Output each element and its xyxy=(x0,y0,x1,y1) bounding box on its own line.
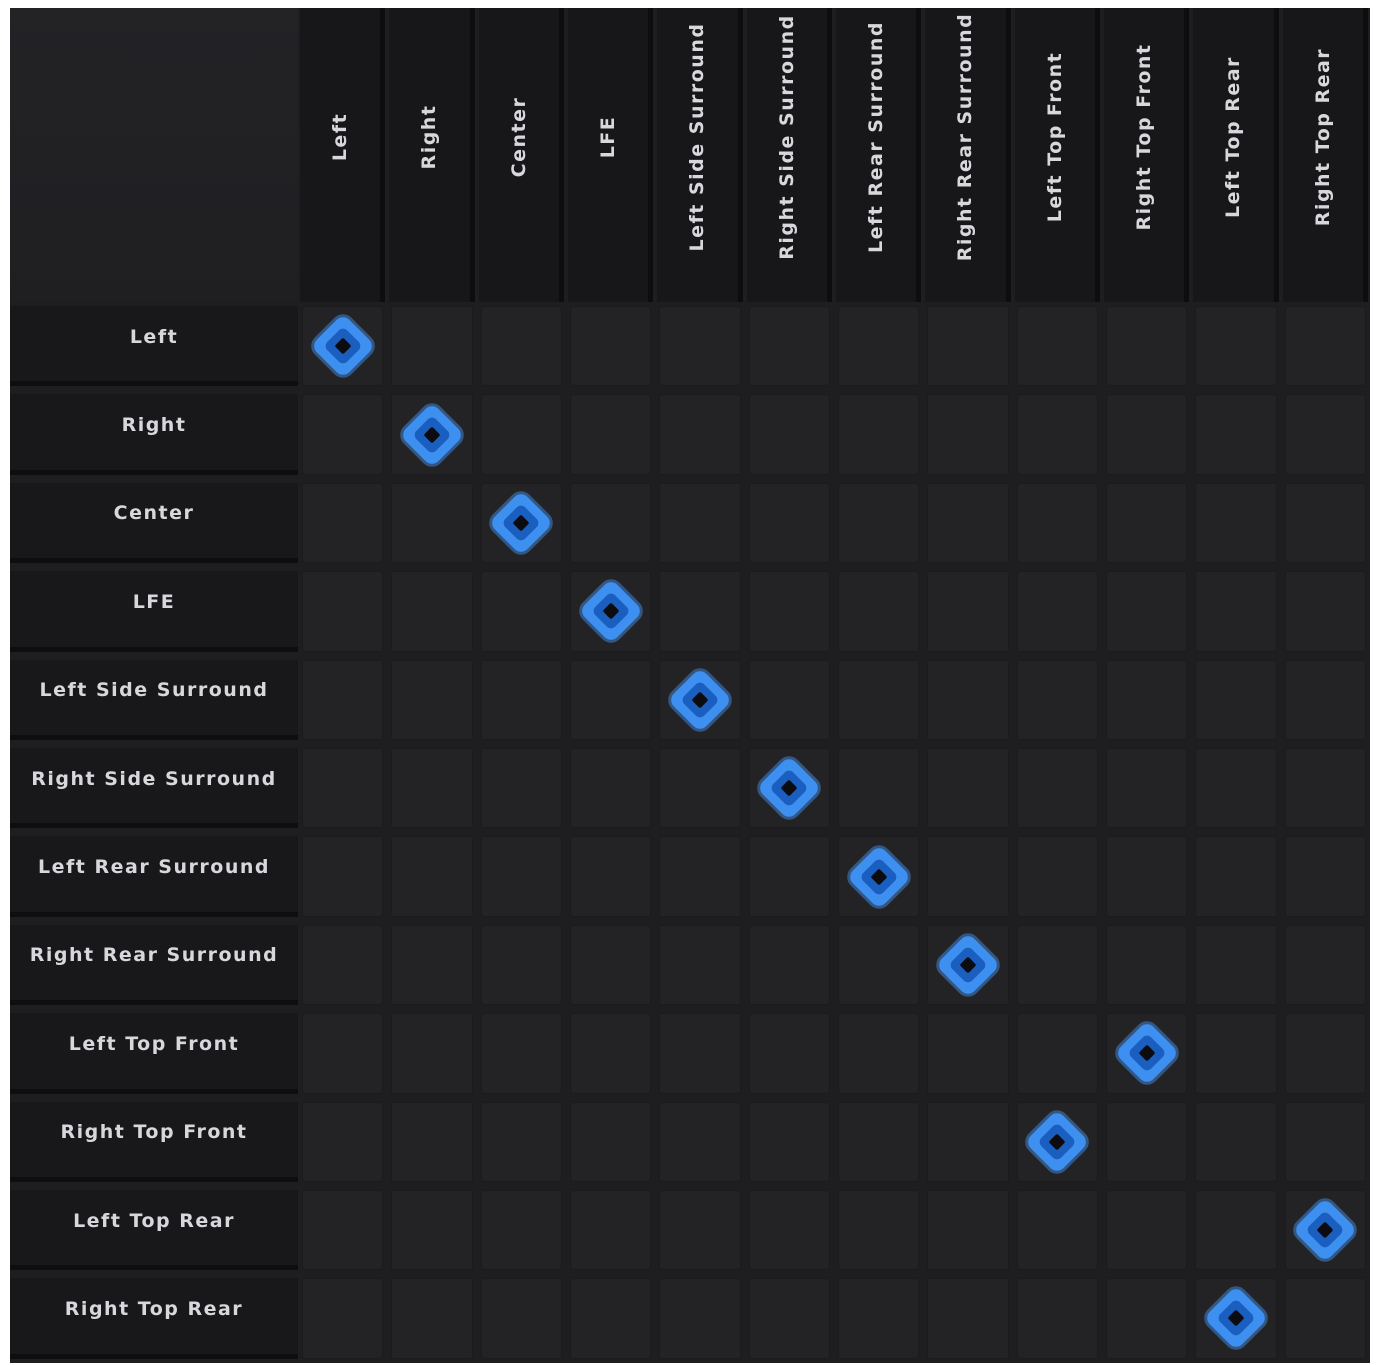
column-header-left-side-surround xyxy=(657,8,742,302)
matrix-cell-right-rear-surround-to-right-top-rear[interactable] xyxy=(1285,925,1366,1005)
matrix-cell-right-side-surround-to-right-top-front[interactable] xyxy=(1106,748,1187,828)
matrix-cell-right-to-right[interactable] xyxy=(391,394,472,474)
matrix-cell-left-top-front-to-left-side-surround[interactable] xyxy=(659,1013,740,1093)
matrix-cell-left-to-center[interactable] xyxy=(481,306,562,386)
matrix-cell-left-side-surround-to-left-top-rear[interactable] xyxy=(1195,660,1276,740)
matrix-cell-left-side-surround-to-right-side-surround[interactable] xyxy=(749,660,830,740)
column-label: Center xyxy=(507,96,530,178)
matrix-cell-left-rear-surround-to-right-side-surround[interactable] xyxy=(749,836,830,916)
matrix-cell-center-to-right-side-surround[interactable] xyxy=(749,483,830,563)
matrix-cell-center-to-left-rear-surround[interactable] xyxy=(838,483,919,563)
column-header-left-rear-surround xyxy=(836,8,921,302)
row-label: Right xyxy=(121,414,187,437)
matrix-cell-left-side-surround-to-left-side-surround[interactable] xyxy=(659,660,740,740)
matrix-cell-right-side-surround-to-center[interactable] xyxy=(481,748,562,828)
matrix-cell-right-to-right-top-front[interactable] xyxy=(1106,394,1187,474)
matrix-cell-right-rear-surround-to-left-top-front[interactable] xyxy=(1017,925,1098,1005)
matrix-cell-right-side-surround-to-right-top-rear[interactable] xyxy=(1285,748,1366,828)
matrix-cell-left-side-surround-to-lfe[interactable] xyxy=(570,660,651,740)
matrix-cell-left-to-left[interactable] xyxy=(302,306,383,386)
matrix-cell-right-side-surround-to-lfe[interactable] xyxy=(570,748,651,828)
row-label: Left Side Surround xyxy=(39,679,269,702)
matrix-cell-right-side-surround-to-right-rear-surround[interactable] xyxy=(927,748,1008,828)
matrix-cell-right-side-surround-to-left-side-surround[interactable] xyxy=(659,748,740,828)
matrix-cell-right-to-left[interactable] xyxy=(302,394,383,474)
matrix-cell-left-rear-surround-to-center[interactable] xyxy=(481,836,562,916)
matrix-cell-right-top-front-to-left[interactable] xyxy=(302,1102,383,1182)
matrix-cell-right-side-surround-to-right-side-surround[interactable] xyxy=(749,748,830,828)
row-header-right xyxy=(10,394,298,474)
matrix-cell-right-rear-surround-to-right-side-surround[interactable] xyxy=(749,925,830,1005)
matrix-cell-left-side-surround-to-right[interactable] xyxy=(391,660,472,740)
matrix-cell-right-rear-surround-to-left-rear-surround[interactable] xyxy=(838,925,919,1005)
matrix-cell-left-top-rear-to-left[interactable] xyxy=(302,1190,383,1270)
column-label: Left Top Front xyxy=(1043,51,1066,223)
row-header-left-top-rear xyxy=(10,1190,298,1270)
matrix-cell-left-rear-surround-to-left-rear-surround[interactable] xyxy=(838,836,919,916)
matrix-cell-right-top-rear-to-center[interactable] xyxy=(481,1278,562,1358)
matrix-cell-right-rear-surround-to-lfe[interactable] xyxy=(570,925,651,1005)
matrix-cell-right-top-rear-to-left-side-surround[interactable] xyxy=(659,1278,740,1358)
row-header-left-rear-surround xyxy=(10,836,298,916)
matrix-cell-right-side-surround-to-left-top-front[interactable] xyxy=(1017,748,1098,828)
column-label: Right Rear Surround xyxy=(954,12,977,262)
matrix-cell-left-top-front-to-left-rear-surround[interactable] xyxy=(838,1013,919,1093)
matrix-cell-center-to-left-top-rear[interactable] xyxy=(1195,483,1276,563)
matrix-cell-center-to-right[interactable] xyxy=(391,483,472,563)
matrix-cell-lfe-to-left[interactable] xyxy=(302,571,383,651)
matrix-cell-left-rear-surround-to-left-top-front[interactable] xyxy=(1017,836,1098,916)
row-header-left-top-front xyxy=(10,1013,298,1093)
diamond-node-icon[interactable] xyxy=(846,844,911,909)
matrix-cell-left-top-front-to-right-side-surround[interactable] xyxy=(749,1013,830,1093)
matrix-cell-right-top-rear-to-right-top-front[interactable] xyxy=(1106,1278,1187,1358)
matrix-cell-left-side-surround-to-right-rear-surround[interactable] xyxy=(927,660,1008,740)
matrix-cell-right-top-rear-to-right-rear-surround[interactable] xyxy=(927,1278,1008,1358)
matrix-cell-right-top-front-to-lfe[interactable] xyxy=(570,1102,651,1182)
matrix-cell-center-to-left-side-surround[interactable] xyxy=(659,483,740,563)
matrix-cell-right-top-rear-to-left-rear-surround[interactable] xyxy=(838,1278,919,1358)
matrix-cell-left-top-rear-to-left-top-front[interactable] xyxy=(1017,1190,1098,1270)
matrix-cell-left-top-rear-to-left-side-surround[interactable] xyxy=(659,1190,740,1270)
column-label: Left Side Surround xyxy=(686,22,709,252)
diamond-node-icon[interactable] xyxy=(489,490,554,555)
matrix-cell-lfe-to-lfe[interactable] xyxy=(570,571,651,651)
matrix-cell-lfe-to-right-rear-surround[interactable] xyxy=(927,571,1008,651)
matrix-cell-right-to-right-side-surround[interactable] xyxy=(749,394,830,474)
column-label: Left Rear Surround xyxy=(865,21,888,253)
matrix-cell-right-side-surround-to-left-top-rear[interactable] xyxy=(1195,748,1276,828)
matrix-cell-right-side-surround-to-left[interactable] xyxy=(302,748,383,828)
matrix-cell-left-top-front-to-right-top-rear[interactable] xyxy=(1285,1013,1366,1093)
matrix-cell-left-to-right-top-rear[interactable] xyxy=(1285,306,1366,386)
matrix-cell-right-top-rear-to-right[interactable] xyxy=(391,1278,472,1358)
matrix-cell-right-to-center[interactable] xyxy=(481,394,562,474)
matrix-cell-center-to-left[interactable] xyxy=(302,483,383,563)
matrix-cell-right-top-front-to-left-rear-surround[interactable] xyxy=(838,1102,919,1182)
matrix-cell-left-top-front-to-right-top-front[interactable] xyxy=(1106,1013,1187,1093)
matrix-cell-right-rear-surround-to-left-side-surround[interactable] xyxy=(659,925,740,1005)
matrix-cell-lfe-to-left-side-surround[interactable] xyxy=(659,571,740,651)
column-label: Left xyxy=(329,112,352,162)
matrix-cell-center-to-lfe[interactable] xyxy=(570,483,651,563)
matrix-cell-left-to-left-rear-surround[interactable] xyxy=(838,306,919,386)
column-header-left xyxy=(300,8,385,302)
matrix-cell-center-to-center[interactable] xyxy=(481,483,562,563)
row-header-right-side-surround xyxy=(10,748,298,828)
matrix-cell-left-rear-surround-to-left[interactable] xyxy=(302,836,383,916)
matrix-cell-left-to-left-top-front[interactable] xyxy=(1017,306,1098,386)
matrix-cell-center-to-right-top-front[interactable] xyxy=(1106,483,1187,563)
routing-matrix-grid xyxy=(10,8,1370,1363)
matrix-cell-right-top-front-to-right-rear-surround[interactable] xyxy=(927,1102,1008,1182)
matrix-cell-left-side-surround-to-left-rear-surround[interactable] xyxy=(838,660,919,740)
matrix-cell-right-to-right-rear-surround[interactable] xyxy=(927,394,1008,474)
column-header-center xyxy=(479,8,564,302)
matrix-cell-left-to-right-side-surround[interactable] xyxy=(749,306,830,386)
matrix-cell-left-rear-surround-to-right-top-front[interactable] xyxy=(1106,836,1187,916)
column-header-right-top-front xyxy=(1104,8,1189,302)
matrix-cell-lfe-to-left-rear-surround[interactable] xyxy=(838,571,919,651)
diamond-node-icon[interactable] xyxy=(935,932,1000,997)
matrix-cell-right-top-front-to-left-top-rear[interactable] xyxy=(1195,1102,1276,1182)
row-label: LFE xyxy=(132,590,176,613)
matrix-cell-left-top-rear-to-right-top-front[interactable] xyxy=(1106,1190,1187,1270)
matrix-cell-left-side-surround-to-right-top-front[interactable] xyxy=(1106,660,1187,740)
matrix-cell-left-side-surround-to-left[interactable] xyxy=(302,660,383,740)
matrix-cell-left-rear-surround-to-left-side-surround[interactable] xyxy=(659,836,740,916)
matrix-cell-left-rear-surround-to-right-top-rear[interactable] xyxy=(1285,836,1366,916)
matrix-cell-right-top-rear-to-right-top-rear[interactable] xyxy=(1285,1278,1366,1358)
column-header-lfe xyxy=(568,8,653,302)
matrix-cell-right-top-front-to-right-side-surround[interactable] xyxy=(749,1102,830,1182)
diamond-node-icon[interactable] xyxy=(1203,1286,1268,1351)
column-header-right xyxy=(389,8,474,302)
matrix-cell-right-rear-surround-to-right-top-front[interactable] xyxy=(1106,925,1187,1005)
matrix-cell-left-top-front-to-center[interactable] xyxy=(481,1013,562,1093)
row-header-lfe xyxy=(10,571,298,651)
matrix-cell-left-top-rear-to-left-rear-surround[interactable] xyxy=(838,1190,919,1270)
matrix-cell-right-top-rear-to-left-top-front[interactable] xyxy=(1017,1278,1098,1358)
matrix-cell-right-rear-surround-to-right-rear-surround[interactable] xyxy=(927,925,1008,1005)
matrix-cell-left-rear-surround-to-left-top-rear[interactable] xyxy=(1195,836,1276,916)
matrix-cell-left-to-right-top-front[interactable] xyxy=(1106,306,1187,386)
matrix-corner-spacer xyxy=(10,8,298,302)
matrix-cell-right-top-front-to-right-top-rear[interactable] xyxy=(1285,1102,1366,1182)
matrix-cell-center-to-right-top-rear[interactable] xyxy=(1285,483,1366,563)
matrix-cell-left-side-surround-to-left-top-front[interactable] xyxy=(1017,660,1098,740)
matrix-cell-left-top-rear-to-center[interactable] xyxy=(481,1190,562,1270)
diamond-node-icon[interactable] xyxy=(399,402,464,467)
column-header-right-rear-surround xyxy=(925,8,1010,302)
matrix-cell-right-top-rear-to-right-side-surround[interactable] xyxy=(749,1278,830,1358)
matrix-cell-left-to-right[interactable] xyxy=(391,306,472,386)
matrix-cell-left-top-rear-to-right-side-surround[interactable] xyxy=(749,1190,830,1270)
matrix-cell-left-to-left-side-surround[interactable] xyxy=(659,306,740,386)
matrix-cell-lfe-to-right-side-surround[interactable] xyxy=(749,571,830,651)
column-header-right-top-rear xyxy=(1283,8,1368,302)
matrix-cell-left-rear-surround-to-right-rear-surround[interactable] xyxy=(927,836,1008,916)
diamond-node-icon[interactable] xyxy=(578,579,643,644)
matrix-cell-left-top-front-to-right[interactable] xyxy=(391,1013,472,1093)
row-label: Left Top Front xyxy=(68,1032,240,1055)
matrix-cell-right-side-surround-to-right[interactable] xyxy=(391,748,472,828)
matrix-cell-right-rear-surround-to-right[interactable] xyxy=(391,925,472,1005)
matrix-cell-left-to-lfe[interactable] xyxy=(570,306,651,386)
row-label: Right Side Surround xyxy=(31,767,277,790)
column-label: Right Side Surround xyxy=(775,14,798,260)
matrix-cell-lfe-to-left-top-front[interactable] xyxy=(1017,571,1098,651)
matrix-cell-left-top-front-to-left-top-rear[interactable] xyxy=(1195,1013,1276,1093)
matrix-cell-left-rear-surround-to-lfe[interactable] xyxy=(570,836,651,916)
row-header-left xyxy=(10,306,298,386)
matrix-cell-left-rear-surround-to-right[interactable] xyxy=(391,836,472,916)
row-label: Right Top Front xyxy=(60,1121,248,1144)
column-label: Right Top Front xyxy=(1133,43,1156,231)
column-header-left-top-rear xyxy=(1193,8,1278,302)
matrix-cell-right-top-front-to-left-side-surround[interactable] xyxy=(659,1102,740,1182)
column-label: Right Top Rear xyxy=(1311,47,1334,227)
diamond-node-icon[interactable] xyxy=(1025,1109,1090,1174)
matrix-cell-right-to-left-top-front[interactable] xyxy=(1017,394,1098,474)
matrix-cell-lfe-to-center[interactable] xyxy=(481,571,562,651)
diamond-node-icon[interactable] xyxy=(1293,1198,1358,1263)
matrix-cell-right-rear-surround-to-center[interactable] xyxy=(481,925,562,1005)
matrix-cell-right-to-left-top-rear[interactable] xyxy=(1195,394,1276,474)
diamond-node-icon[interactable] xyxy=(310,314,375,379)
matrix-cell-left-top-rear-to-right-top-rear[interactable] xyxy=(1285,1190,1366,1270)
matrix-cell-lfe-to-right-top-rear[interactable] xyxy=(1285,571,1366,651)
row-label: Right Top Rear xyxy=(64,1297,244,1320)
matrix-cell-right-to-right-top-rear[interactable] xyxy=(1285,394,1366,474)
row-label: Left Top Rear xyxy=(73,1209,235,1232)
matrix-cell-left-top-rear-to-left-top-rear[interactable] xyxy=(1195,1190,1276,1270)
matrix-cell-lfe-to-left-top-rear[interactable] xyxy=(1195,571,1276,651)
matrix-cell-right-to-lfe[interactable] xyxy=(570,394,651,474)
matrix-cell-right-to-left-side-surround[interactable] xyxy=(659,394,740,474)
matrix-cell-right-top-front-to-center[interactable] xyxy=(481,1102,562,1182)
matrix-cell-left-to-left-top-rear[interactable] xyxy=(1195,306,1276,386)
matrix-cell-left-side-surround-to-right-top-rear[interactable] xyxy=(1285,660,1366,740)
row-header-right-top-rear xyxy=(10,1278,298,1358)
matrix-cell-right-top-front-to-right[interactable] xyxy=(391,1102,472,1182)
column-header-left-top-front xyxy=(1015,8,1100,302)
matrix-cell-right-top-rear-to-left[interactable] xyxy=(302,1278,383,1358)
row-header-left-side-surround xyxy=(10,660,298,740)
row-header-center xyxy=(10,483,298,563)
column-label: Left Top Rear xyxy=(1222,56,1245,218)
matrix-cell-right-side-surround-to-left-rear-surround[interactable] xyxy=(838,748,919,828)
column-header-right-side-surround xyxy=(747,8,832,302)
matrix-cell-right-rear-surround-to-left-top-rear[interactable] xyxy=(1195,925,1276,1005)
row-header-right-rear-surround xyxy=(10,925,298,1005)
row-label: Left xyxy=(129,325,179,348)
matrix-cell-center-to-right-rear-surround[interactable] xyxy=(927,483,1008,563)
matrix-cell-left-top-front-to-left-top-front[interactable] xyxy=(1017,1013,1098,1093)
row-label: Left Rear Surround xyxy=(38,856,270,879)
row-label: Right Rear Surround xyxy=(29,944,279,967)
matrix-cell-left-to-right-rear-surround[interactable] xyxy=(927,306,1008,386)
matrix-cell-left-top-rear-to-right[interactable] xyxy=(391,1190,472,1270)
matrix-cell-right-rear-surround-to-left[interactable] xyxy=(302,925,383,1005)
matrix-cell-left-top-front-to-left[interactable] xyxy=(302,1013,383,1093)
matrix-cell-left-top-front-to-lfe[interactable] xyxy=(570,1013,651,1093)
diamond-node-icon[interactable] xyxy=(757,756,822,821)
matrix-cell-left-top-front-to-right-rear-surround[interactable] xyxy=(927,1013,1008,1093)
matrix-cell-lfe-to-right-top-front[interactable] xyxy=(1106,571,1187,651)
matrix-cell-right-top-front-to-right-top-front[interactable] xyxy=(1106,1102,1187,1182)
matrix-cell-right-top-front-to-left-top-front[interactable] xyxy=(1017,1102,1098,1182)
diamond-node-icon[interactable] xyxy=(667,667,732,732)
matrix-cell-left-top-rear-to-lfe[interactable] xyxy=(570,1190,651,1270)
matrix-cell-left-side-surround-to-center[interactable] xyxy=(481,660,562,740)
matrix-cell-lfe-to-right[interactable] xyxy=(391,571,472,651)
column-label: LFE xyxy=(597,115,620,159)
row-header-right-top-front xyxy=(10,1102,298,1182)
routing-matrix-panel xyxy=(10,8,1370,1363)
diamond-node-icon[interactable] xyxy=(1114,1021,1179,1086)
column-label: Right xyxy=(418,104,441,170)
matrix-cell-left-top-rear-to-right-rear-surround[interactable] xyxy=(927,1190,1008,1270)
matrix-cell-right-top-rear-to-left-top-rear[interactable] xyxy=(1195,1278,1276,1358)
row-label: Center xyxy=(113,502,195,525)
matrix-cell-center-to-left-top-front[interactable] xyxy=(1017,483,1098,563)
matrix-cell-right-top-rear-to-lfe[interactable] xyxy=(570,1278,651,1358)
matrix-cell-right-to-left-rear-surround[interactable] xyxy=(838,394,919,474)
